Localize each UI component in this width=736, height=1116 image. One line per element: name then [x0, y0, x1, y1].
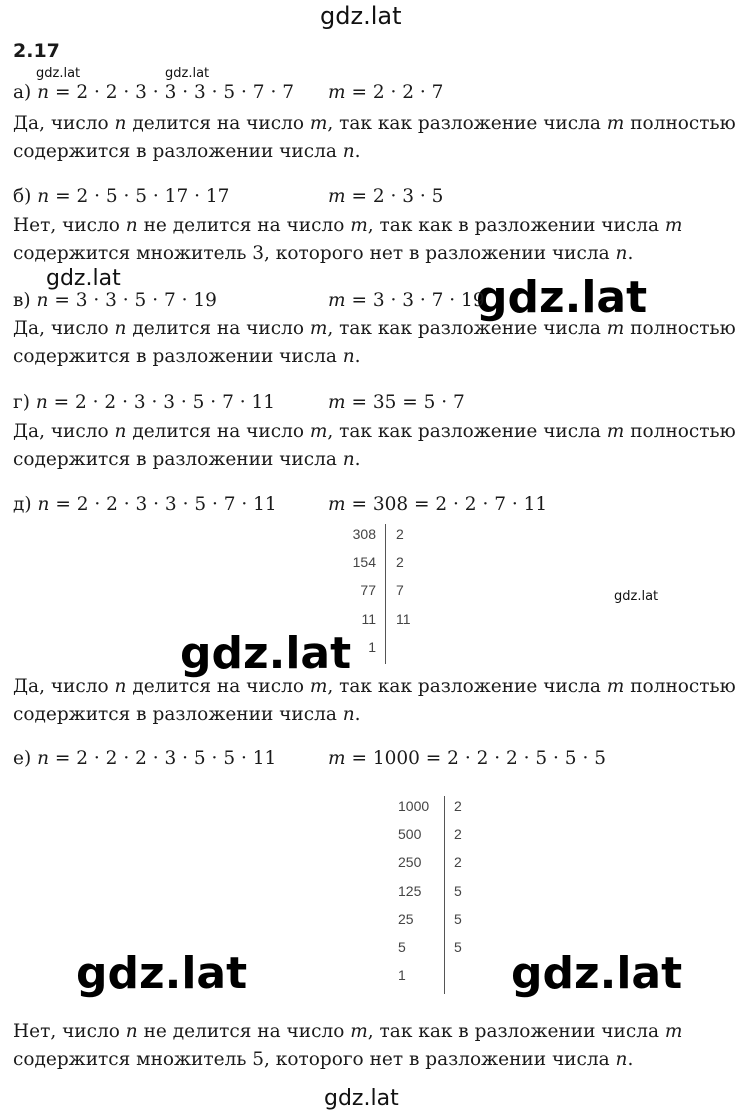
- conclusion-line: Да, число n делится на число m, так как разложение числа m полностью: [13, 676, 736, 697]
- conclusion-line: Да, число n делится на число m, так как разложение числа m полностью: [13, 113, 736, 134]
- table-divider: [385, 524, 386, 664]
- watermark-big: gdz.lat: [180, 628, 352, 679]
- dividend-cell: 25: [398, 911, 414, 927]
- n-expression: = 2 · 2 · 3 · 3 · 3 · 5 · 7 · 7: [54, 82, 294, 103]
- part-e-n-formula: д) n = 2 · 2 · 3 · 3 · 5 · 7 · 11: [13, 494, 277, 515]
- dividend-cell: 11: [361, 611, 376, 627]
- dividend-cell: 5: [398, 939, 406, 955]
- part-label: д): [13, 494, 32, 515]
- part-label: б): [13, 186, 32, 207]
- part-label: г): [13, 392, 30, 413]
- watermark-small: gdz.lat: [165, 66, 210, 81]
- divisor-cell: 11: [396, 611, 411, 627]
- m-expression: = 2 · 2 · 7: [351, 82, 444, 103]
- dividend-cell: 125: [398, 883, 422, 899]
- conclusion-line: содержится в разложении числа n.: [13, 346, 361, 367]
- m-expression: = 3 · 3 · 7 · 19: [351, 290, 485, 311]
- part-b-n-formula: б) n = 2 · 5 · 5 · 17 · 17: [13, 186, 230, 207]
- m-expression: = 308 = 2 · 2 · 7 · 11: [351, 494, 548, 515]
- part-d-m-formula: m = 35 = 5 · 7: [328, 392, 465, 413]
- part-e-m-formula: m = 308 = 2 · 2 · 7 · 11: [328, 494, 548, 515]
- part-c-m-formula: m = 3 · 3 · 7 · 19: [328, 290, 485, 311]
- conclusion-line: Да, число n делится на число m, так как разложение числа m полностью: [13, 421, 736, 442]
- dividend-cell: 500: [398, 826, 422, 842]
- divisor-cell: 5: [454, 883, 462, 899]
- part-label: в): [13, 290, 31, 311]
- divisor-cell: 5: [454, 939, 462, 955]
- divisor-cell: 7: [396, 582, 404, 598]
- watermark-mid: gdz.lat: [46, 266, 121, 291]
- conclusion-line: содержится множитель 5, которого нет в разложении числа n.: [13, 1049, 634, 1070]
- conclusion-line: содержится множитель 3, которого нет в разложении числа n.: [13, 243, 634, 264]
- n-expression: = 2 · 2 · 3 · 3 · 5 · 7 · 11: [53, 392, 276, 413]
- watermark-big: gdz.lat: [76, 948, 248, 999]
- divisor-cell: 2: [396, 526, 404, 542]
- m-expression: = 2 · 3 · 5: [351, 186, 444, 207]
- conclusion-line: Нет, число n не делится на число m, так как в разложении числа m: [13, 215, 683, 236]
- dividend-cell: 154: [352, 554, 376, 570]
- dividend-cell: 308: [352, 526, 376, 542]
- part-a-m-formula: m = 2 · 2 · 7: [328, 82, 444, 103]
- part-b-m-formula: m = 2 · 3 · 5: [328, 186, 444, 207]
- conclusion-line: Да, число n делится на число m, так как разложение числа m полностью: [13, 318, 736, 339]
- n-expression: = 3 · 3 · 5 · 7 · 19: [54, 290, 217, 311]
- conclusion-line: содержится в разложении числа n.: [13, 704, 361, 725]
- divisor-cell: 2: [454, 798, 462, 814]
- divisor-cell: 2: [454, 854, 462, 870]
- n-expression: = 2 · 2 · 3 · 3 · 5 · 7 · 11: [55, 494, 277, 515]
- watermark-small: gdz.lat: [36, 66, 81, 81]
- part-label: е): [13, 748, 32, 769]
- factorization-table-308: [340, 524, 420, 664]
- conclusion-line: содержится в разложении числа n.: [13, 449, 361, 470]
- dividend-cell: 77: [360, 582, 376, 598]
- watermark-small: gdz.lat: [614, 589, 659, 604]
- m-expression: = 35 = 5 · 7: [351, 392, 465, 413]
- dividend-cell: 1: [368, 639, 376, 655]
- dividend-cell: 250: [398, 854, 422, 870]
- n-expression: = 2 · 2 · 2 · 3 · 5 · 5 · 11: [54, 748, 277, 769]
- dividend-cell: 1000: [398, 798, 430, 814]
- part-f-m-formula: m = 1000 = 2 · 2 · 2 · 5 · 5 · 5: [328, 748, 606, 769]
- n-expression: = 2 · 5 · 5 · 17 · 17: [55, 186, 230, 207]
- watermark-big: gdz.lat: [476, 272, 648, 323]
- dividend-cell: 1: [398, 967, 406, 983]
- part-a-n-formula: а) n = 2 · 2 · 3 · 3 · 3 · 5 · 7 · 7: [13, 82, 294, 103]
- part-c-n-formula: в) n = 3 · 3 · 5 · 7 · 19: [13, 290, 217, 311]
- watermark-bottom: gdz.lat: [324, 1086, 399, 1111]
- divisor-cell: 2: [396, 554, 404, 570]
- table-divider: [444, 796, 445, 994]
- part-label: а): [13, 82, 32, 103]
- divisor-cell: 2: [454, 826, 462, 842]
- part-d-n-formula: г) n = 2 · 2 · 3 · 3 · 5 · 7 · 11: [13, 392, 276, 413]
- part-f-n-formula: е) n = 2 · 2 · 2 · 3 · 5 · 5 · 11: [13, 748, 277, 769]
- problem-number: 2.17: [13, 40, 60, 62]
- watermark-top: gdz.lat: [320, 2, 402, 30]
- conclusion-line: содержится в разложении числа n.: [13, 141, 361, 162]
- conclusion-line: Нет, число n не делится на число m, так как в разложении числа m: [13, 1021, 683, 1042]
- m-expression: = 1000 = 2 · 2 · 2 · 5 · 5 · 5: [351, 748, 606, 769]
- factorization-table-1000: [394, 796, 474, 994]
- watermark-big: gdz.lat: [511, 948, 683, 999]
- divisor-cell: 5: [454, 911, 462, 927]
